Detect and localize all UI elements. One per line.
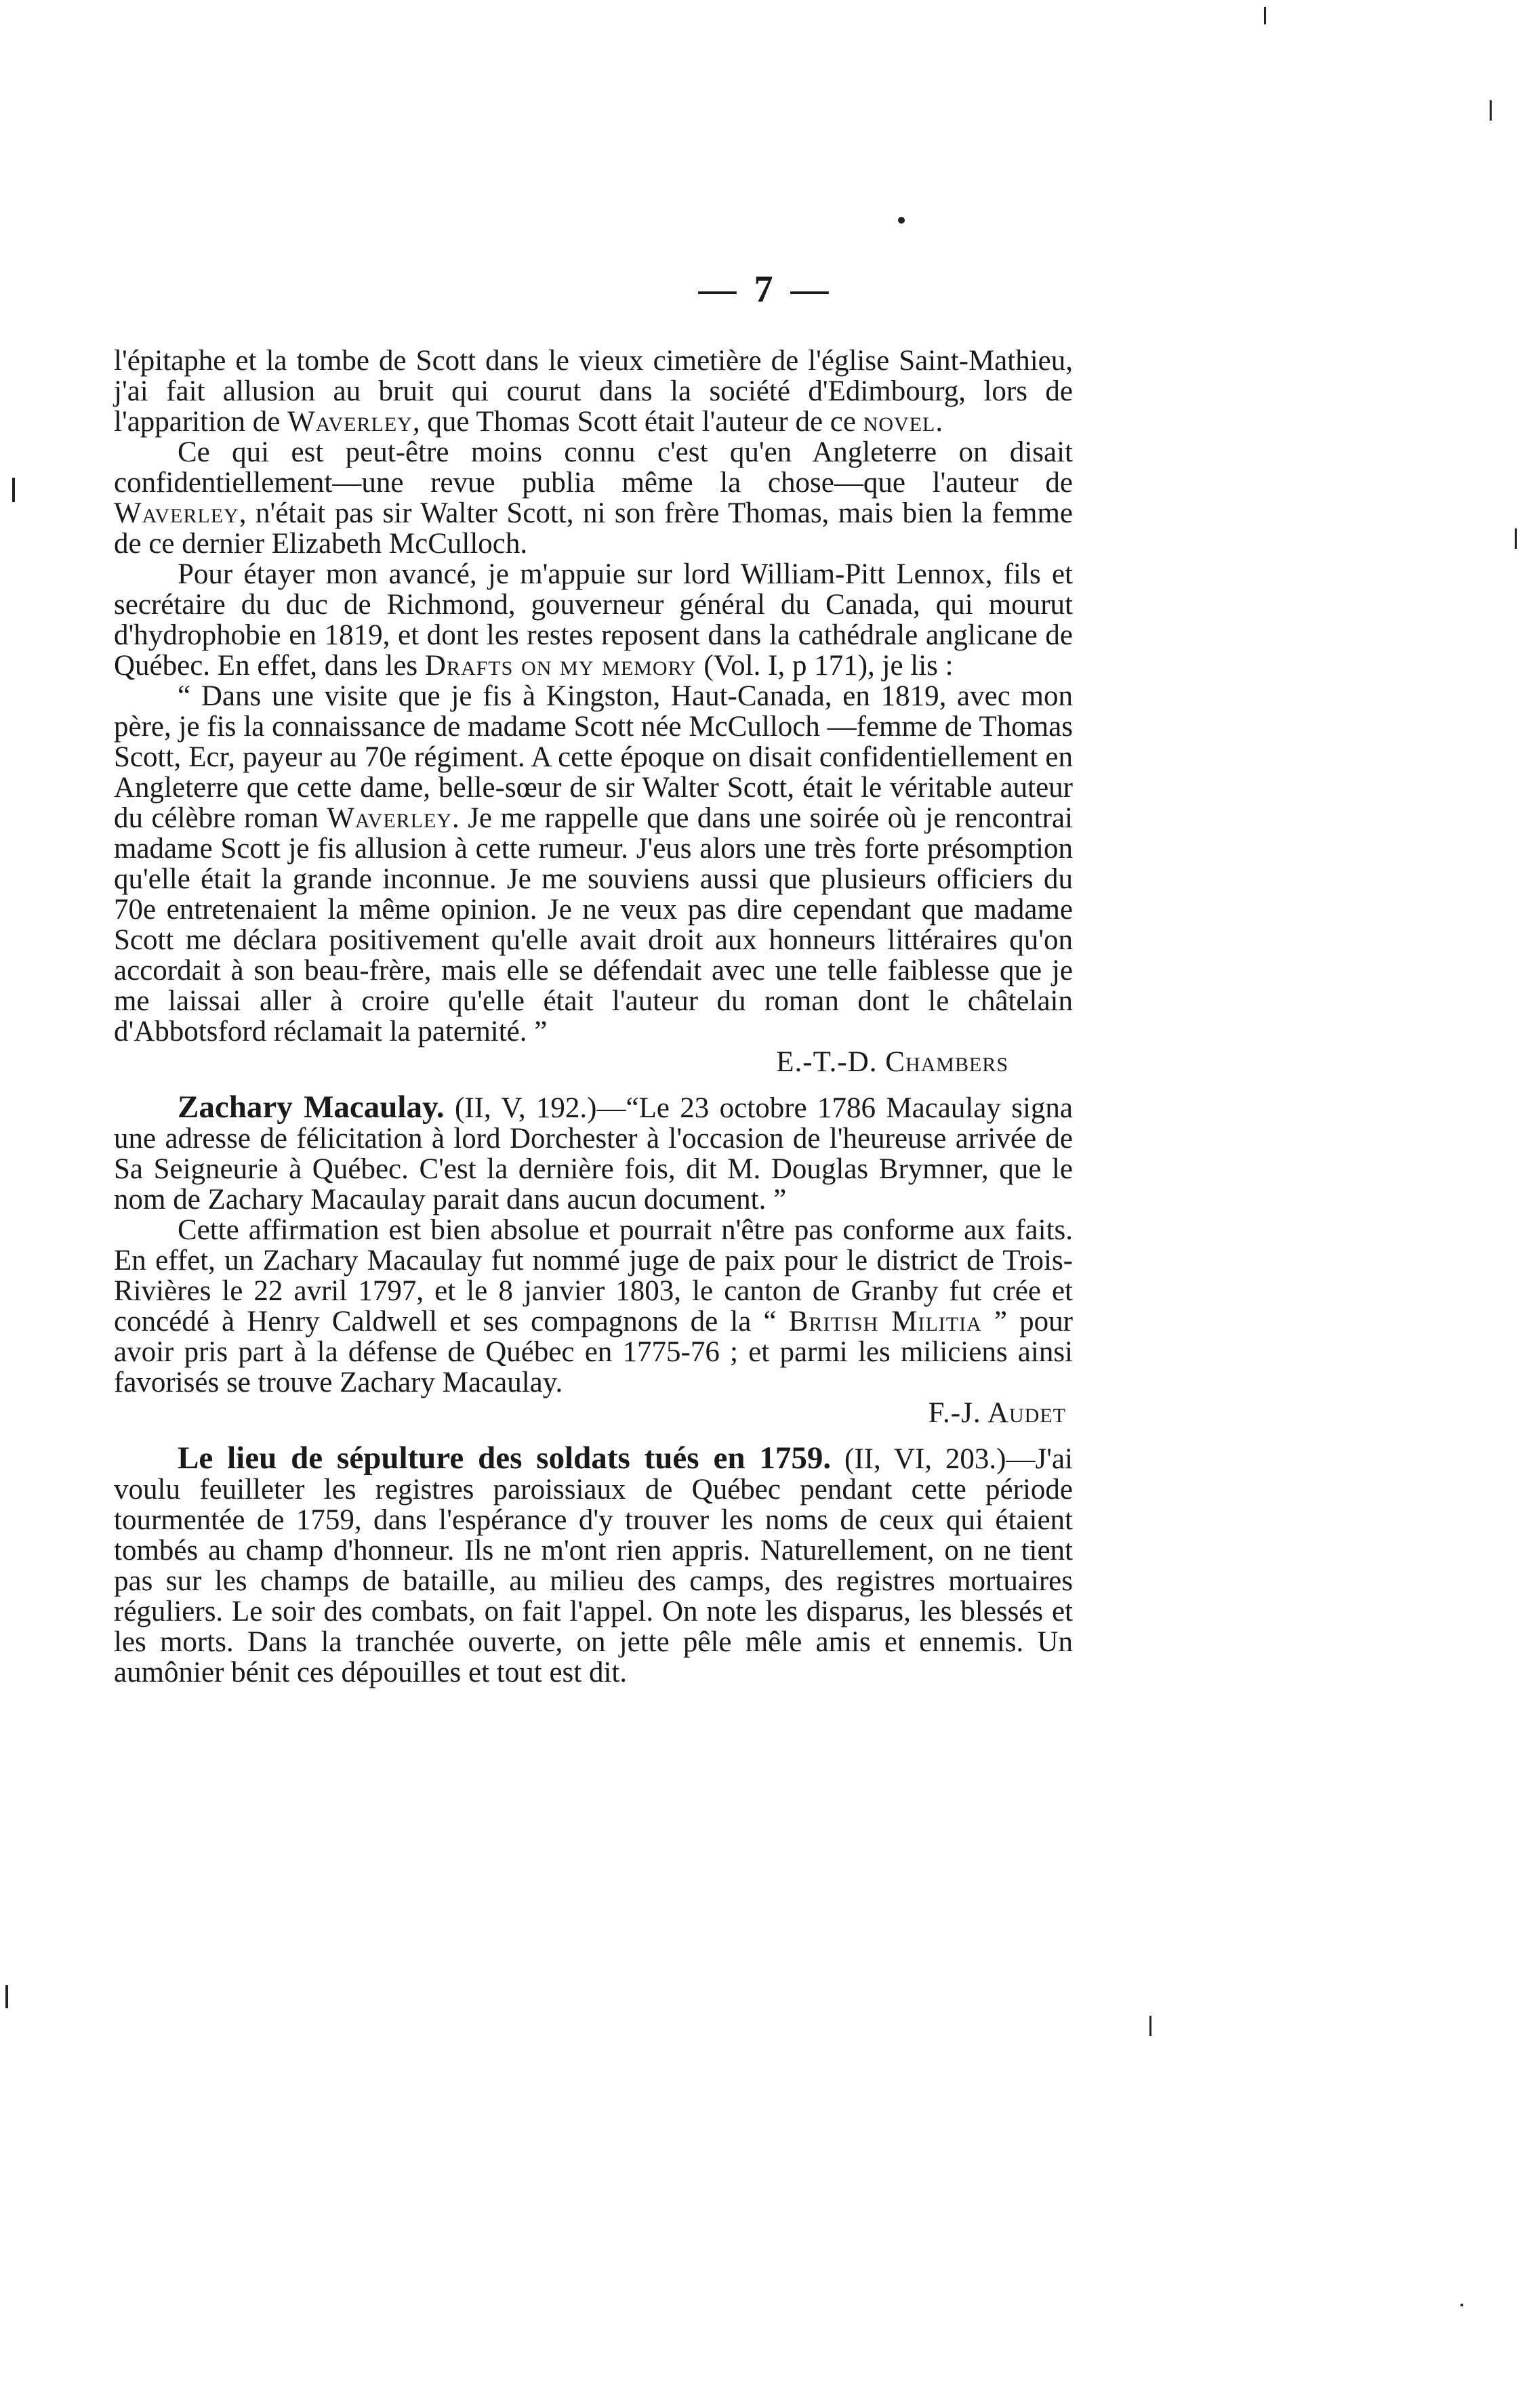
- scan-speck: [12, 478, 15, 502]
- scan-speck: [898, 217, 905, 224]
- scan-speck: [1461, 2304, 1463, 2306]
- paragraph-1: l'épitaphe et la tombe de Scott dans le vieux cimetière de l'église Saint-Mathieu, j'ai fait allusion au bruit qui courut dans la société d'Edimbourg, lors de l'apparition de Waverley, que Thomas Scott était l'auteur de ce novel.: [114, 345, 1073, 438]
- page-number: — 7 —: [698, 268, 833, 310]
- paragraph-macaulay-2: Cette affirmation est bien absolue et pourrait n'être pas conforme aux faits. En effet, un Zachary Macaulay fut nommé juge de paix pour le district de Trois-Rivières le 22 avril 1797, et le 8 janvier 1803, le canton de Granby fut crée et concédé à Henry Caldwell et ses compagnons de la “ British Militia ” pour avoir pris part à la défense de Québec en 1775-76 ; et parmi les miliciens ainsi favorisés se trouve Zachary Macaulay.: [114, 1214, 1073, 1398]
- scan-speck: [1264, 7, 1266, 24]
- title-waverley: Waverley: [327, 802, 452, 834]
- section-lieu-de-sepulture: Le lieu de sépulture des soldats tués en 1759. (II, VI, 203.)—J'ai voulu feuilleter les registres paroissiaux de Québec pendant cette période tourmentée de 1759, dans l'espérance d'y trouver les noms de ceux qui étaient tombés au champ d'honneur. Ils ne m'ont rien appris. Naturellement, on ne tient pas sur les champs de bataille, au milieu des camps, des registres mortuaires réguliers. Le soir des combats, on fait l'appel. On note les disparus, les blessés et les morts. Dans la tranchée ouverte, on jette pêle mêle amis et ennemis. Un aumônier bénit ces dépouilles et tout est dit.: [114, 1440, 1073, 1688]
- section-heading: Zachary Macaulay.: [178, 1089, 445, 1125]
- scan-speck: [1149, 2016, 1151, 2036]
- signature-chambers: E.-T.-D. Chambers: [776, 1046, 1008, 1078]
- scan-speck: [5, 1985, 8, 2008]
- quotation: “ Dans une visite que je fis à Kingston, Haut-Canada, en 1819, avec mon père, je fis la connaissance de madame Scott née McCulloch —femme de Thomas Scott, Ecr, payeur au 70e régiment. A cette époque on disait confidentiellement en Angleterre que cette dame, belle-sœur de sir Walter Scott, était le véritable auteur du célèbre roman Waverley. Je me rappelle que dans une soirée où je rencontrai madame Scott je fis allusion à cette rumeur. J'eus alors une très forte présomption qu'elle était la grande inconnue. Je me souviens aussi que plusieurs officiers du 70e entretenaient la même opinion. Je ne veux pas dire cependant que madame Scott me déclara positivement qu'elle avait droit aux honneurs littéraires qu'on accordait à son beau-frère, mais elle se défendait avec une telle faiblesse que je me laissai aller à croire qu'elle était l'auteur du roman dont le châtelain d'Abbotsford réclamait la paternité. ”: [114, 680, 1073, 1047]
- page-body: [114, 346, 1073, 1688]
- title-drafts-on-my-memory: Drafts on my memory: [424, 650, 697, 682]
- signature-audet: F.-J. Audet: [928, 1397, 1066, 1429]
- paragraph-2: Ce qui est peut-être moins connu c'est qu'en Angleterre on disait confidentiellement—une revue publia même la chose—que l'auteur de Waverley, n'était pas sir Walter Scott, ni son frère Thomas, mais bien la femme de ce dernier Elizabeth McCulloch.: [114, 436, 1073, 560]
- section-zachary-macaulay: Zachary Macaulay. (II, V, 192.)—“Le 23 octobre 1786 Macaulay signa une adresse de félicitation à lord Dorchester à l'occasion de l'heureuse arrivée de Sa Seigneurie à Québec. C'est la dernière fois, dit M. Douglas Brymner, que le nom de Zachary Macaulay parait dans aucun document. ”: [114, 1089, 1073, 1216]
- paragraph-3: Pour étayer mon avancé, je m'appuie sur lord William-Pitt Lennox, fils et secrétaire du duc de Richmond, gouverneur général du Canada, qui mourut d'hydrophobie en 1819, et dont les restes reposent dans la cathédrale anglicane de Québec. En effet, dans les Drafts on my memory (Vol. I, p 171), je lis :: [114, 558, 1073, 682]
- title-waverley: Waverley: [114, 497, 239, 529]
- title-waverley: Waverley: [287, 406, 413, 438]
- scan-speck: [1515, 528, 1517, 549]
- word-novel: novel: [863, 406, 936, 438]
- scan-speck: [1490, 100, 1492, 121]
- title-british-militia: British Militia: [788, 1306, 982, 1337]
- section-heading: Le lieu de sépulture des soldats tués en 1759.: [178, 1440, 832, 1476]
